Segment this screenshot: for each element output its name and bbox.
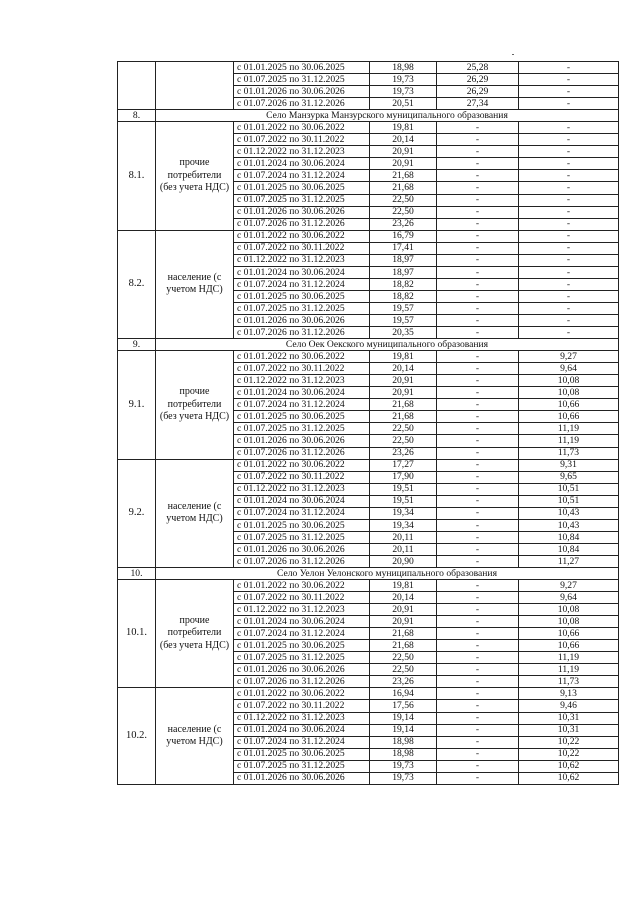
tariff-value-3: 10,08: [519, 375, 619, 387]
period-cell: с 01.01.2022 по 30.06.2022: [234, 230, 370, 242]
group-number: 9.2.: [118, 459, 156, 567]
period-cell: с 01.01.2024 по 30.06.2024: [234, 616, 370, 628]
tariff-value-3: 10,62: [519, 772, 619, 784]
period-cell: с 01.01.2022 по 30.06.2022: [234, 580, 370, 592]
tariff-value-1: 21,68: [370, 170, 437, 182]
period-cell: с 01.07.2025 по 31.12.2025: [234, 423, 370, 435]
period-cell: с 01.01.2024 по 30.06.2024: [234, 158, 370, 170]
tariff-value-3: -: [519, 290, 619, 302]
tariff-value-3: 10,62: [519, 760, 619, 772]
group-number: 9.1.: [118, 351, 156, 459]
tariff-value-3: 10,31: [519, 712, 619, 724]
period-cell: с 01.07.2024 по 31.12.2024: [234, 170, 370, 182]
tariff-value-3: -: [519, 98, 619, 110]
tariff-value-1: 17,90: [370, 471, 437, 483]
period-cell: с 01.01.2025 по 30.06.2025: [234, 290, 370, 302]
tariff-value-1: 20,14: [370, 363, 437, 375]
period-cell: с 01.01.2026 по 30.06.2026: [234, 314, 370, 326]
period-cell: с 01.07.2026 по 31.12.2026: [234, 676, 370, 688]
tariff-value-3: -: [519, 278, 619, 290]
tariff-value-3: 10,31: [519, 724, 619, 736]
tariff-value-1: 21,68: [370, 640, 437, 652]
tariff-value-2: -: [437, 399, 519, 411]
section-number: 10.: [118, 567, 156, 579]
period-cell: с 01.07.2022 по 30.11.2022: [234, 134, 370, 146]
tariff-value-1: 19,81: [370, 122, 437, 134]
tariff-value-2: -: [437, 158, 519, 170]
tariff-table: [117, 61, 619, 785]
period-cell: с 01.12.2022 по 31.12.2023: [234, 375, 370, 387]
tariff-row: [118, 62, 619, 74]
period-cell: с 01.01.2026 по 30.06.2026: [234, 543, 370, 555]
tariff-value-1: 20,90: [370, 555, 437, 567]
tariff-value-2: -: [437, 652, 519, 664]
tariff-value-2: -: [437, 435, 519, 447]
period-cell: с 01.07.2026 по 31.12.2026: [234, 218, 370, 230]
tariff-value-3: 9,65: [519, 471, 619, 483]
tariff-value-1: 20,51: [370, 98, 437, 110]
tariff-row: [118, 688, 619, 700]
tariff-value-3: 10,51: [519, 483, 619, 495]
tariff-table-body: [118, 62, 619, 785]
tariff-row: [118, 580, 619, 592]
period-cell: с 01.01.2025 по 30.06.2025: [234, 62, 370, 74]
tariff-value-3: 10,08: [519, 387, 619, 399]
tariff-value-1: 20,91: [370, 375, 437, 387]
tariff-value-2: -: [437, 772, 519, 784]
period-cell: с 01.01.2025 по 30.06.2025: [234, 748, 370, 760]
tariff-value-3: -: [519, 218, 619, 230]
tariff-value-2: -: [437, 242, 519, 254]
tariff-value-2: 26,29: [437, 74, 519, 86]
tariff-value-2: 25,28: [437, 62, 519, 74]
tariff-value-2: -: [437, 266, 519, 278]
tariff-value-2: 26,29: [437, 86, 519, 98]
tariff-value-1: 22,50: [370, 435, 437, 447]
section-number: 8.: [118, 110, 156, 122]
section-title: Село Манзурка Манзурского муниципального образования: [156, 110, 619, 122]
tariff-value-2: -: [437, 194, 519, 206]
tariff-value-3: 9,13: [519, 688, 619, 700]
tariff-value-3: -: [519, 74, 619, 86]
tariff-value-3: 10,66: [519, 640, 619, 652]
tariff-value-2: -: [437, 640, 519, 652]
tariff-value-3: -: [519, 206, 619, 218]
period-cell: с 01.07.2026 по 31.12.2026: [234, 327, 370, 339]
tariff-value-1: 19,14: [370, 712, 437, 724]
period-cell: с 01.07.2025 по 31.12.2025: [234, 194, 370, 206]
tariff-value-1: 21,68: [370, 399, 437, 411]
tariff-value-3: 10,66: [519, 628, 619, 640]
tariff-value-2: -: [437, 363, 519, 375]
period-cell: с 01.07.2025 по 31.12.2025: [234, 760, 370, 772]
tariff-value-3: -: [519, 62, 619, 74]
tariff-value-2: -: [437, 387, 519, 399]
tariff-value-2: -: [437, 182, 519, 194]
tariff-value-2: -: [437, 170, 519, 182]
period-cell: с 01.01.2025 по 30.06.2025: [234, 411, 370, 423]
tariff-value-2: -: [437, 218, 519, 230]
tariff-value-2: -: [437, 230, 519, 242]
period-cell: с 01.01.2026 по 30.06.2026: [234, 664, 370, 676]
tariff-value-3: 10,84: [519, 531, 619, 543]
tariff-value-2: -: [437, 122, 519, 134]
tariff-value-2: -: [437, 724, 519, 736]
tariff-value-1: 22,50: [370, 206, 437, 218]
period-cell: с 01.07.2024 по 31.12.2024: [234, 628, 370, 640]
consumer-category: население (с учетом НДС): [156, 688, 234, 784]
consumer-category: [156, 62, 234, 110]
tariff-value-2: -: [437, 736, 519, 748]
tariff-value-1: 18,98: [370, 748, 437, 760]
tariff-value-1: 21,68: [370, 411, 437, 423]
tariff-value-3: 10,84: [519, 543, 619, 555]
tariff-value-1: 23,26: [370, 447, 437, 459]
tariff-value-3: 11,19: [519, 652, 619, 664]
period-cell: с 01.01.2025 по 30.06.2025: [234, 182, 370, 194]
tariff-value-1: 17,56: [370, 700, 437, 712]
period-cell: с 01.01.2022 по 30.06.2022: [234, 688, 370, 700]
tariff-value-2: -: [437, 531, 519, 543]
tariff-value-3: 10,51: [519, 495, 619, 507]
period-cell: с 01.01.2022 по 30.06.2022: [234, 122, 370, 134]
tariff-value-2: -: [437, 580, 519, 592]
tariff-value-1: 16,94: [370, 688, 437, 700]
group-number: 8.1.: [118, 122, 156, 230]
tariff-row: [118, 459, 619, 471]
tariff-value-1: 19,73: [370, 760, 437, 772]
tariff-value-2: -: [437, 507, 519, 519]
tariff-value-3: 9,64: [519, 592, 619, 604]
tariff-value-3: 10,66: [519, 399, 619, 411]
tariff-value-1: 19,81: [370, 580, 437, 592]
tariff-value-3: -: [519, 158, 619, 170]
period-cell: с 01.01.2025 по 30.06.2025: [234, 519, 370, 531]
tariff-value-1: 18,82: [370, 278, 437, 290]
tariff-value-2: -: [437, 411, 519, 423]
tariff-value-2: -: [437, 146, 519, 158]
period-cell: с 01.07.2024 по 31.12.2024: [234, 278, 370, 290]
tariff-value-2: -: [437, 483, 519, 495]
tariff-value-2: -: [437, 760, 519, 772]
section-row: [118, 110, 619, 122]
tariff-value-1: 20,11: [370, 543, 437, 555]
tariff-value-1: 20,91: [370, 604, 437, 616]
tariff-value-2: -: [437, 302, 519, 314]
tariff-value-3: 9,31: [519, 459, 619, 471]
period-cell: с 01.07.2022 по 30.11.2022: [234, 700, 370, 712]
period-cell: с 01.07.2022 по 30.11.2022: [234, 242, 370, 254]
consumer-category: население (с учетом НДС): [156, 230, 234, 338]
tariff-value-2: -: [437, 134, 519, 146]
tariff-value-1: 20,91: [370, 387, 437, 399]
tariff-value-2: -: [437, 592, 519, 604]
tariff-value-3: 10,43: [519, 519, 619, 531]
tariff-value-3: -: [519, 170, 619, 182]
section-title: Село Уелон Уелонского муниципального образования: [156, 567, 619, 579]
tariff-value-2: -: [437, 254, 519, 266]
tariff-value-1: 20,91: [370, 158, 437, 170]
tariff-value-3: -: [519, 254, 619, 266]
tariff-value-2: -: [437, 664, 519, 676]
tariff-value-1: 19,34: [370, 507, 437, 519]
tariff-value-1: 18,98: [370, 736, 437, 748]
tariff-value-3: -: [519, 182, 619, 194]
section-row: [118, 339, 619, 351]
tariff-value-1: 22,50: [370, 652, 437, 664]
section-title: Село Оек Оекского муниципального образования: [156, 339, 619, 351]
tariff-value-1: 21,68: [370, 628, 437, 640]
tariff-value-3: -: [519, 314, 619, 326]
period-cell: с 01.01.2026 по 30.06.2026: [234, 772, 370, 784]
tariff-value-2: -: [437, 351, 519, 363]
period-cell: с 01.12.2022 по 31.12.2023: [234, 146, 370, 158]
tariff-value-3: 11,19: [519, 664, 619, 676]
tariff-value-3: -: [519, 146, 619, 158]
tariff-value-2: -: [437, 543, 519, 555]
tariff-value-1: 16,79: [370, 230, 437, 242]
tariff-value-1: 20,14: [370, 592, 437, 604]
consumer-category: прочие потребители (без учета НДС): [156, 351, 234, 459]
period-cell: с 01.07.2025 по 31.12.2025: [234, 302, 370, 314]
tariff-value-2: -: [437, 616, 519, 628]
tariff-value-1: 19,57: [370, 314, 437, 326]
tariff-value-3: 10,43: [519, 507, 619, 519]
tariff-value-1: 17,27: [370, 459, 437, 471]
tariff-value-3: 9,27: [519, 351, 619, 363]
tariff-value-2: -: [437, 676, 519, 688]
tariff-value-3: 10,08: [519, 604, 619, 616]
tariff-value-1: 23,26: [370, 676, 437, 688]
period-cell: с 01.12.2022 по 31.12.2023: [234, 254, 370, 266]
tariff-value-3: 9,64: [519, 363, 619, 375]
tariff-value-3: 11,73: [519, 447, 619, 459]
tariff-value-1: 17,41: [370, 242, 437, 254]
tariff-value-1: 19,57: [370, 302, 437, 314]
tariff-value-1: 22,50: [370, 194, 437, 206]
period-cell: с 01.07.2022 по 30.11.2022: [234, 592, 370, 604]
tariff-value-1: 18,98: [370, 62, 437, 74]
tariff-value-1: 20,91: [370, 146, 437, 158]
tariff-value-3: -: [519, 230, 619, 242]
consumer-category: прочие потребители (без учета НДС): [156, 580, 234, 688]
period-cell: с 01.07.2024 по 31.12.2024: [234, 399, 370, 411]
period-cell: с 01.07.2026 по 31.12.2026: [234, 98, 370, 110]
tariff-value-1: 20,91: [370, 616, 437, 628]
tariff-value-3: -: [519, 266, 619, 278]
tariff-value-2: -: [437, 375, 519, 387]
tariff-value-1: 18,97: [370, 254, 437, 266]
tariff-value-3: -: [519, 302, 619, 314]
period-cell: с 01.07.2024 по 31.12.2024: [234, 736, 370, 748]
tariff-value-2: -: [437, 519, 519, 531]
tariff-value-3: 10,22: [519, 736, 619, 748]
tariff-value-1: 19,34: [370, 519, 437, 531]
period-cell: с 01.12.2022 по 31.12.2023: [234, 483, 370, 495]
period-cell: с 01.07.2026 по 31.12.2026: [234, 447, 370, 459]
tariff-value-2: -: [437, 423, 519, 435]
tariff-value-3: 11,73: [519, 676, 619, 688]
tariff-value-1: 19,73: [370, 772, 437, 784]
tariff-value-2: -: [437, 700, 519, 712]
period-cell: с 01.12.2022 по 31.12.2023: [234, 712, 370, 724]
group-number: [118, 62, 156, 110]
tariff-value-3: 10,08: [519, 616, 619, 628]
section-number: 9.: [118, 339, 156, 351]
period-cell: с 01.01.2026 по 30.06.2026: [234, 86, 370, 98]
tariff-value-1: 18,97: [370, 266, 437, 278]
period-cell: с 01.12.2022 по 31.12.2023: [234, 604, 370, 616]
tariff-value-1: 19,73: [370, 86, 437, 98]
tariff-row: [118, 351, 619, 363]
tariff-value-3: -: [519, 194, 619, 206]
group-number: 10.1.: [118, 580, 156, 688]
tariff-value-1: 22,50: [370, 423, 437, 435]
section-row: [118, 567, 619, 579]
period-cell: с 01.01.2022 по 30.06.2022: [234, 351, 370, 363]
tariff-value-1: 19,81: [370, 351, 437, 363]
period-cell: с 01.01.2025 по 30.06.2025: [234, 640, 370, 652]
tariff-value-3: 9,27: [519, 580, 619, 592]
period-cell: с 01.07.2024 по 31.12.2024: [234, 507, 370, 519]
tariff-value-2: -: [437, 278, 519, 290]
tariff-value-1: 21,68: [370, 182, 437, 194]
tariff-value-1: 19,51: [370, 483, 437, 495]
period-cell: с 01.01.2024 по 30.06.2024: [234, 387, 370, 399]
tariff-value-1: 19,51: [370, 495, 437, 507]
tariff-value-3: -: [519, 242, 619, 254]
tariff-value-3: 11,19: [519, 435, 619, 447]
tariff-value-1: 20,14: [370, 134, 437, 146]
period-cell: с 01.07.2026 по 31.12.2026: [234, 555, 370, 567]
tariff-value-1: 20,35: [370, 327, 437, 339]
period-cell: с 01.07.2025 по 31.12.2025: [234, 74, 370, 86]
period-cell: с 01.07.2022 по 30.11.2022: [234, 471, 370, 483]
period-cell: с 01.01.2024 по 30.06.2024: [234, 495, 370, 507]
tariff-value-2: -: [437, 459, 519, 471]
group-number: 10.2.: [118, 688, 156, 784]
tariff-value-2: -: [437, 290, 519, 302]
tariff-value-1: 23,26: [370, 218, 437, 230]
period-cell: с 01.07.2022 по 30.11.2022: [234, 363, 370, 375]
tariff-value-2: -: [437, 327, 519, 339]
tariff-value-3: 11,27: [519, 555, 619, 567]
consumer-category: население (с учетом НДС): [156, 459, 234, 567]
tariff-value-2: -: [437, 555, 519, 567]
tariff-value-1: 22,50: [370, 664, 437, 676]
period-cell: с 01.01.2026 по 30.06.2026: [234, 435, 370, 447]
tariff-value-2: -: [437, 314, 519, 326]
tariff-value-3: 10,22: [519, 748, 619, 760]
tariff-value-1: 20,11: [370, 531, 437, 543]
tariff-value-3: -: [519, 86, 619, 98]
tariff-value-2: 27,34: [437, 98, 519, 110]
period-cell: с 01.01.2024 по 30.06.2024: [234, 266, 370, 278]
tariff-row: [118, 230, 619, 242]
tariff-value-2: -: [437, 712, 519, 724]
tariff-value-1: 19,14: [370, 724, 437, 736]
tariff-value-3: -: [519, 327, 619, 339]
period-cell: с 01.01.2024 по 30.06.2024: [234, 724, 370, 736]
tariff-value-3: -: [519, 134, 619, 146]
period-cell: с 01.01.2022 по 30.06.2022: [234, 459, 370, 471]
tariff-value-3: 9,46: [519, 700, 619, 712]
period-cell: с 01.07.2025 по 31.12.2025: [234, 652, 370, 664]
tariff-value-2: -: [437, 447, 519, 459]
tariff-value-2: -: [437, 604, 519, 616]
consumer-category: прочие потребители (без учета НДС): [156, 122, 234, 230]
tariff-value-3: 11,19: [519, 423, 619, 435]
tariff-value-1: 19,73: [370, 74, 437, 86]
tariff-value-2: -: [437, 688, 519, 700]
tariff-value-2: -: [437, 471, 519, 483]
tariff-value-3: -: [519, 122, 619, 134]
group-number: 8.2.: [118, 230, 156, 338]
tariff-value-1: 18,82: [370, 290, 437, 302]
tariff-value-2: -: [437, 628, 519, 640]
tariff-value-2: -: [437, 206, 519, 218]
tariff-value-3: 10,66: [519, 411, 619, 423]
period-cell: с 01.01.2026 по 30.06.2026: [234, 206, 370, 218]
period-cell: с 01.07.2025 по 31.12.2025: [234, 531, 370, 543]
tariff-value-2: -: [437, 495, 519, 507]
scan-mark: [512, 54, 514, 55]
tariff-value-2: -: [437, 748, 519, 760]
tariff-row: [118, 122, 619, 134]
